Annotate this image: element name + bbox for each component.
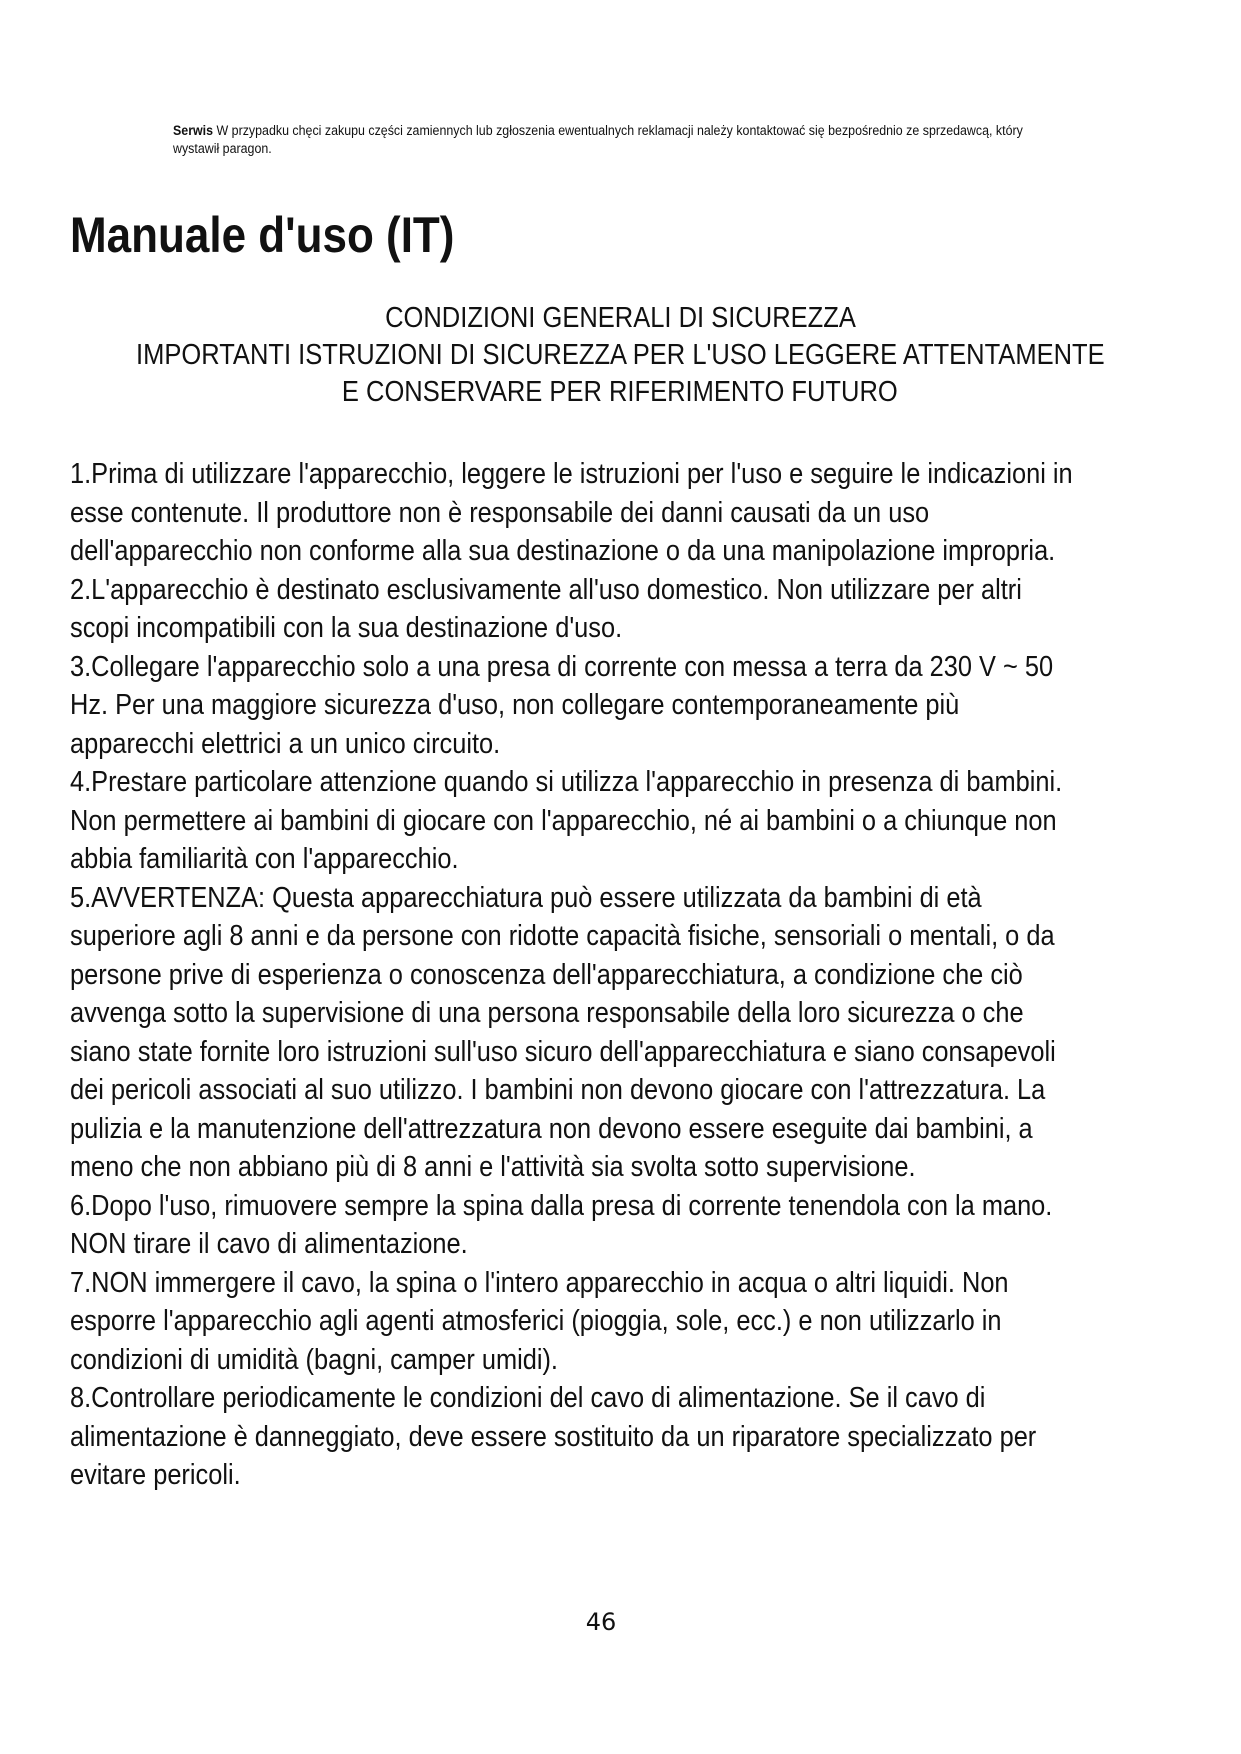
instruction-item: 5.AVVERTENZA: Questa apparecchiatura può essere utilizzata da bambini di età superiore agli 8 anni e da persone con ridotte capacità fisiche, sensoriali o mentali, o da persone prive di esperienza o conoscenza dell'apparecchiatura, a condizione che ciò avvenga sotto la supervisione di una persona responsabile della loro sicurezza o che siano state fornite loro istruzioni sull'uso sicuro dell'apparecchiatura e siano consapevoli dei pericoli associati al suo utilizzo. I bambini non devono giocare con l'attrezzatura. La pulizia e la manutenzione dell'attrezzatura non devono essere eseguite dai bambini, a meno che non abbiano più di 8 anni e l'attività sia svolta sotto supervisione. <box>70 881 1056 1183</box>
instruction-item: 7.NON immergere il cavo, la spina o l'intero apparecchio in acqua o altri liquidi. Non esporre l'apparecchio agli agenti atmosferici (pioggia, sole, ecc.) e non utilizzarlo in condizioni di umidità (bagni, camper umidi). <box>70 1266 1009 1376</box>
page-title: Manuale d'uso (IT) <box>70 207 455 263</box>
instruction-item: 6.Dopo l'uso, rimuovere sempre la spina dalla presa di corrente tenendola con la mano. NON tirare il cavo di alimentazione. <box>70 1189 1053 1260</box>
instruction-item: 8.Controllare periodicamente le condizioni del cavo di alimentazione. Se il cavo di alimentazione è danneggiato, deve essere sostituito da un riparatore specializzato per evitare pericoli. <box>70 1382 1037 1491</box>
safety-heading <box>40 300 1200 411</box>
instruction-item: 3.Collegare l'apparecchio solo a una presa di corrente con messa a terra da 230 V ~ 50 Hz. Per una maggiore sicurezza d'uso, non collegare contemporaneamente più apparecchi elettrici a un unico circuito. <box>70 650 1054 760</box>
instruction-item: 1.Prima di utilizzare l'apparecchio, leggere le istruzioni per l'uso e seguire le indicazioni in esse contenute. Il produttore non è responsabile dei danni causati da un uso dell'apparecchio non conforme alla sua destinazione o da una manipolazione impropria. <box>70 458 1073 567</box>
heading-line: IMPORTANTI ISTRUZIONI DI SICUREZZA PER L'USO LEGGERE ATTENTAMENTE <box>135 339 1105 371</box>
instruction-item: 4.Prestare particolare attenzione quando si utilizza l'apparecchio in presenza di bambini. Non permettere ai bambini di giocare con l'apparecchio, né ai bambini o a chiunque non abbia familiarità con l'apparecchio. <box>70 766 1063 875</box>
service-note-text: W przypadku chęci zakupu części zamiennych lub zgłoszenia ewentualnych reklamacji należy kontaktować się bezpośrednio ze sprzedawcą, który wystawił paragon. <box>173 123 1023 156</box>
instructions-list <box>70 455 1076 1495</box>
instruction-item: 2.L'apparecchio è destinato esclusivamente all'uso domestico. Non utilizzare per altri scopi incompatibili con la sua destinazione d'uso. <box>70 573 1022 644</box>
service-note <box>173 122 1056 158</box>
service-note-label: Serwis <box>173 123 214 138</box>
heading-line: CONDIZIONI GENERALI DI SICUREZZA <box>384 302 856 334</box>
page-number: 46 <box>585 1608 617 1636</box>
heading-line: E CONSERVARE PER RIFERIMENTO FUTURO <box>342 376 898 408</box>
